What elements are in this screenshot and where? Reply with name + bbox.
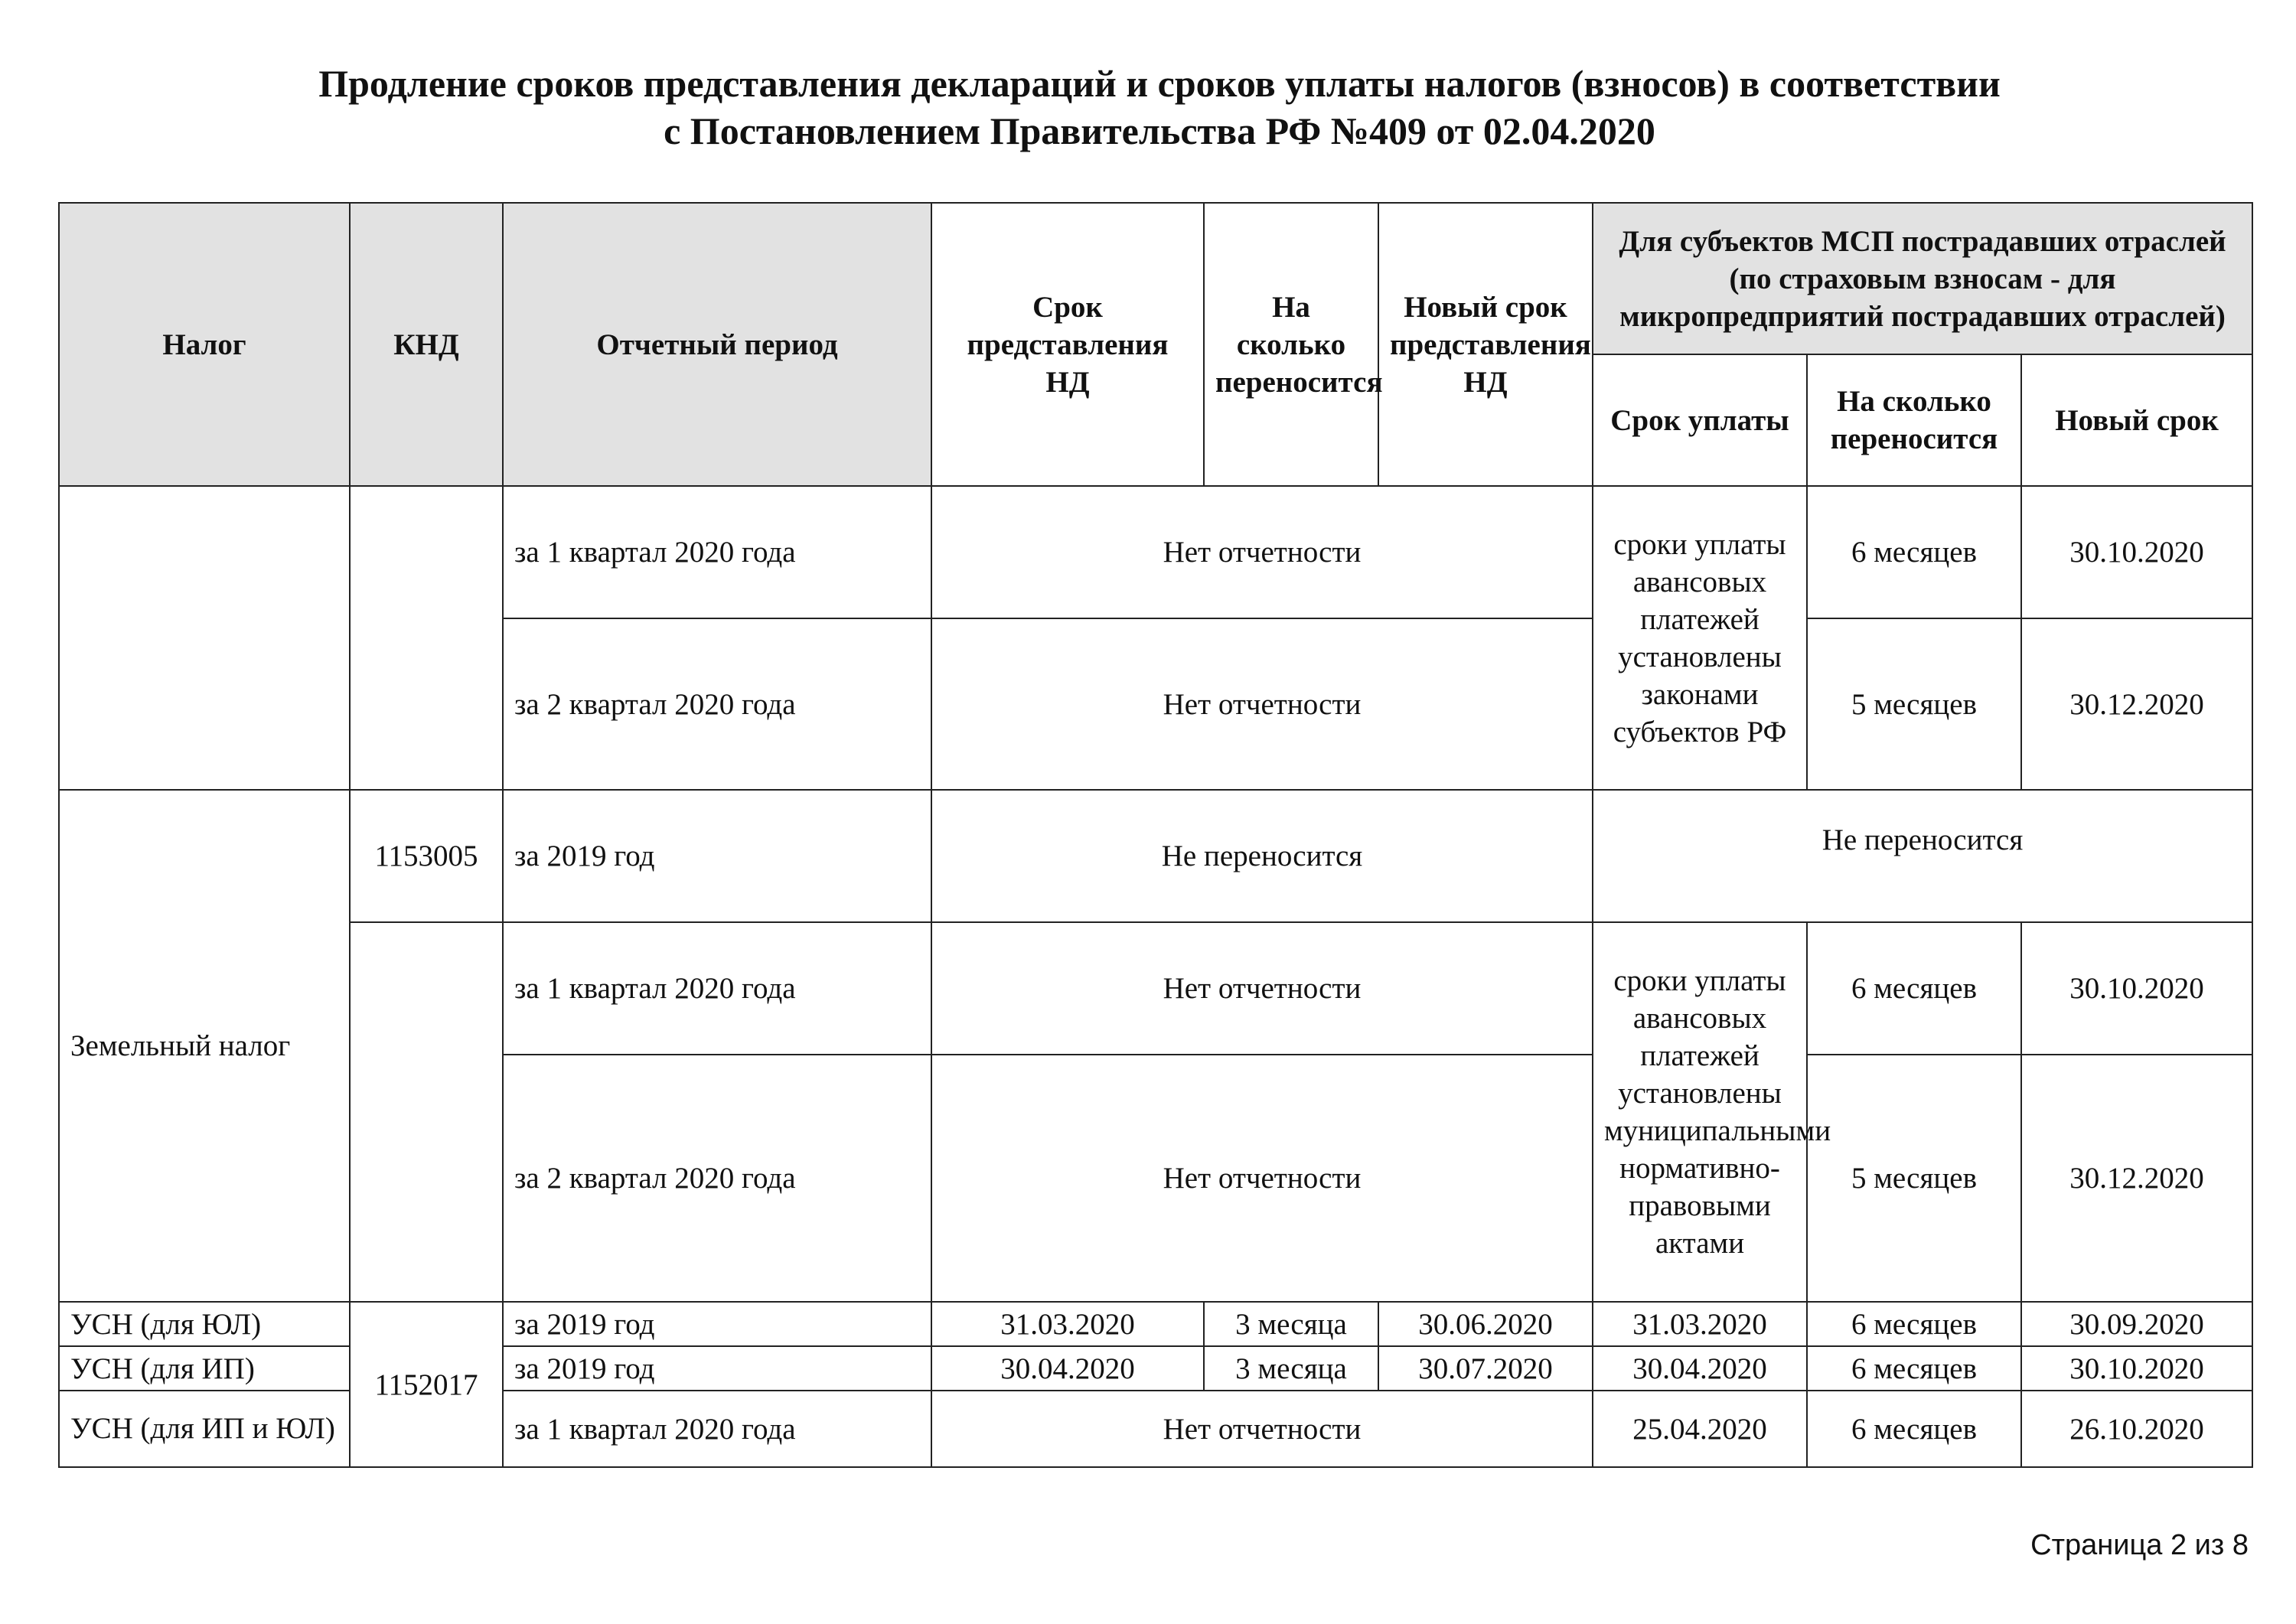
report-cell: Нет отчетности: [931, 1391, 1593, 1467]
tax-cell: [59, 486, 350, 790]
pay-deadline-cell: 31.03.2020: [1593, 1302, 1807, 1346]
pay-deadline-cell: 30.04.2020: [1593, 1346, 1807, 1391]
msp-cell: Не переносится: [1593, 790, 2252, 922]
deadline-cell: 30.04.2020: [931, 1346, 1204, 1391]
knd-cell: 1152017: [350, 1302, 503, 1467]
pay-shift-cell: 6 месяцев: [1807, 486, 2021, 618]
pay-shift-cell: 6 месяцев: [1807, 1391, 2021, 1467]
header-period: Отчетный период: [503, 203, 931, 486]
tax-deadlines-table: [58, 202, 2253, 1468]
pay-new-cell: 30.12.2020: [2021, 1055, 2252, 1302]
report-cell: Нет отчетности: [931, 618, 1593, 790]
pay-new-cell: 30.09.2020: [2021, 1302, 2252, 1346]
header-tax: Налог: [59, 203, 350, 486]
header-shift: На сколько переносится: [1204, 203, 1378, 486]
pay-deadline-cell: 25.04.2020: [1593, 1391, 1807, 1467]
shift-cell: 3 месяца: [1204, 1302, 1378, 1346]
period-cell: за 1 квартал 2020 года: [503, 1391, 931, 1467]
table-row: [59, 486, 2252, 618]
pay-new-cell: 30.10.2020: [2021, 1346, 2252, 1391]
knd-cell: 1153005: [350, 790, 503, 922]
pay-shift-cell: 5 месяцев: [1807, 618, 2021, 790]
header-deadline: Срок представления НД: [931, 203, 1204, 486]
pay-shift-cell: 5 месяцев: [1807, 1055, 2021, 1302]
pay-new-cell: 26.10.2020: [2021, 1391, 2252, 1467]
title-line-2: с Постановлением Правительства РФ №409 от 02.04.2020: [664, 109, 1655, 152]
pay-new-cell: 30.12.2020: [2021, 618, 2252, 790]
pay-new-cell: 30.10.2020: [2021, 922, 2252, 1055]
deadline-cell: 31.03.2020: [931, 1302, 1204, 1346]
report-cell: Не переносится: [931, 790, 1593, 922]
period-cell: за 2 квартал 2020 года: [503, 618, 931, 790]
report-cell: Нет отчетности: [931, 922, 1593, 1055]
pay-new-cell: 30.10.2020: [2021, 486, 2252, 618]
table-row: [59, 922, 2252, 1055]
knd-cell: [350, 922, 503, 1302]
pay-shift-cell: 6 месяцев: [1807, 922, 2021, 1055]
payment-note-cell: сроки уплаты авансовых платежей установлены муниципальными нормативно-правовыми актами: [1593, 922, 1807, 1302]
period-cell: за 2019 год: [503, 1302, 931, 1346]
tax-cell: Земельный налог: [59, 790, 350, 1302]
tax-cell: УСН (для ИП и ЮЛ): [59, 1391, 350, 1467]
report-cell: Нет отчетности: [931, 1055, 1593, 1302]
period-cell: за 1 квартал 2020 года: [503, 486, 931, 618]
new-deadline-cell: 30.06.2020: [1378, 1302, 1593, 1346]
header-new-deadline: Новый срок представления НД: [1378, 203, 1593, 486]
report-cell: Нет отчетности: [931, 486, 1593, 618]
table-row: [59, 790, 2252, 922]
knd-cell: [350, 486, 503, 790]
table-row: [59, 1302, 2252, 1346]
new-deadline-cell: 30.07.2020: [1378, 1346, 1593, 1391]
header-pay-shift: На сколько переносится: [1807, 354, 2021, 486]
page-number: Страница 2 из 8: [2030, 1529, 2249, 1561]
shift-cell: 3 месяца: [1204, 1346, 1378, 1391]
payment-note-cell: сроки уплаты авансовых платежей установлены законами субъектов РФ: [1593, 486, 1807, 790]
tax-cell: УСН (для ИП): [59, 1346, 350, 1391]
page-title: [0, 60, 2296, 155]
period-cell: за 2019 год: [503, 790, 931, 922]
header-msp-group: Для субъектов МСП пострадавших отраслей (по страховым взносам - для микропредприятий пострадавших отраслей): [1593, 203, 2252, 354]
header-pay-new: Новый срок: [2021, 354, 2252, 486]
pay-shift-cell: 6 месяцев: [1807, 1302, 2021, 1346]
header-pay-deadline: Срок уплаты: [1593, 354, 1807, 486]
period-cell: за 1 квартал 2020 года: [503, 922, 931, 1055]
period-cell: за 2 квартал 2020 года: [503, 1055, 931, 1302]
tax-cell: УСН (для ЮЛ): [59, 1302, 350, 1346]
period-cell: за 2019 год: [503, 1346, 931, 1391]
title-line-1: Продление сроков представления деклараций и сроков уплаты налогов (взносов) в соответствии: [318, 62, 2001, 105]
pay-shift-cell: 6 месяцев: [1807, 1346, 2021, 1391]
header-knd: КНД: [350, 203, 503, 486]
